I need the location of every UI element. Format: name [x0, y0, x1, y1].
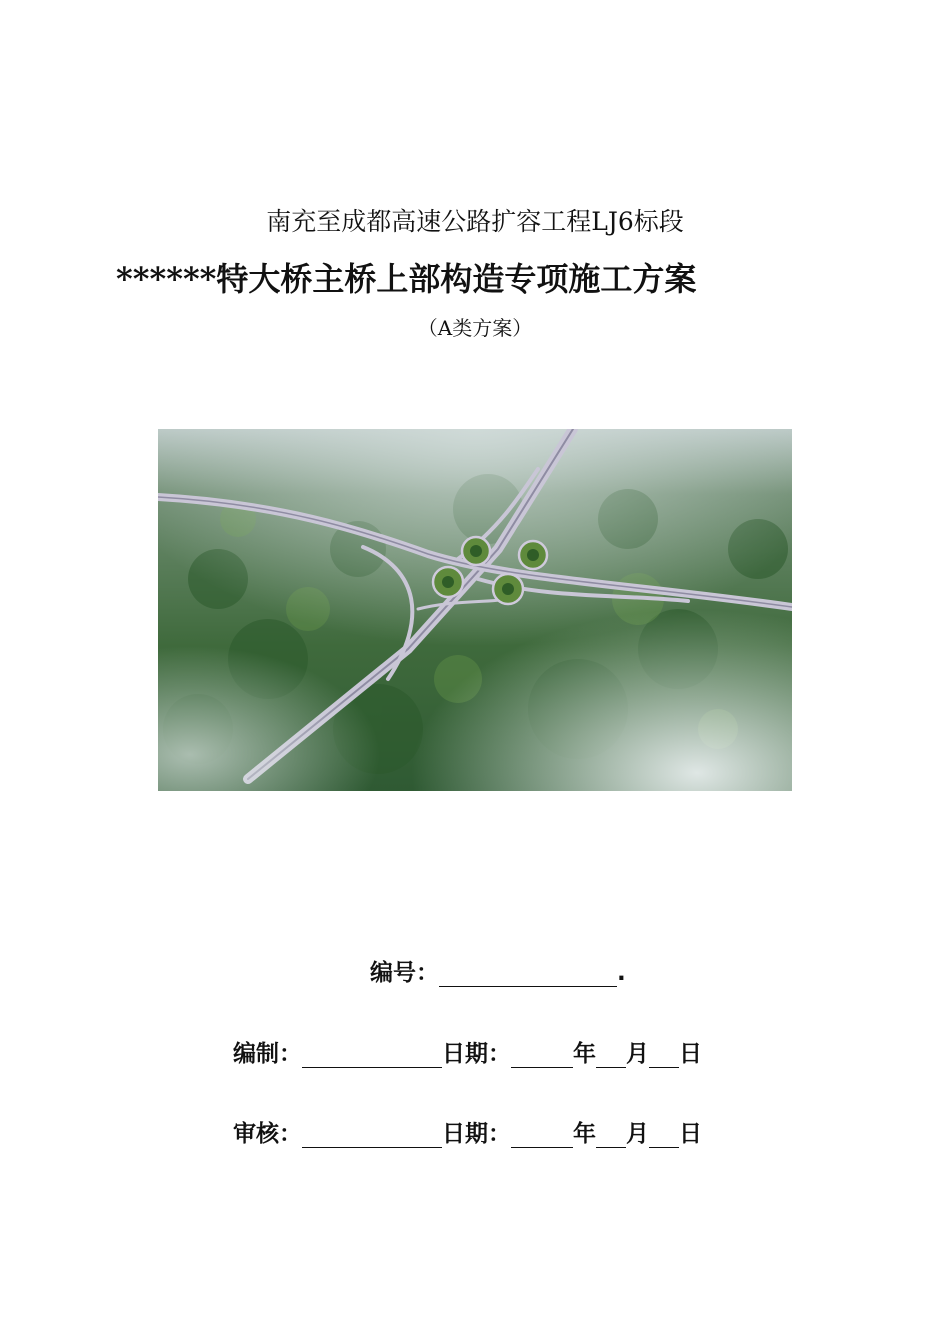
scheme-category: （A类方案） — [417, 316, 533, 340]
review-year-line[interactable] — [511, 1123, 573, 1148]
number-label: 编号： — [370, 960, 439, 986]
project-title: 南充至成都高速公路扩容工程LJ6标段 — [266, 207, 684, 236]
review-year-label: 年 — [573, 1121, 596, 1147]
review-day-line[interactable] — [649, 1123, 679, 1148]
number-input-line[interactable] — [439, 962, 617, 987]
number-suffix: . — [617, 960, 626, 986]
compile-input-line[interactable] — [302, 1043, 442, 1068]
review-day-label: 日 — [679, 1121, 702, 1147]
compile-row — [233, 1035, 702, 1068]
compile-month-line[interactable] — [596, 1043, 626, 1068]
compile-day-line[interactable] — [649, 1043, 679, 1068]
compile-label: 编制： — [233, 1041, 302, 1067]
compile-year-line[interactable] — [511, 1043, 573, 1068]
review-row — [233, 1115, 702, 1148]
compile-day-label: 日 — [679, 1041, 702, 1067]
document-number-row — [370, 954, 626, 987]
review-label: 审核： — [233, 1121, 302, 1147]
compile-year-label: 年 — [573, 1041, 596, 1067]
review-input-line[interactable] — [302, 1123, 442, 1148]
compile-month-label: 月 — [626, 1041, 649, 1067]
compile-date-label: 日期： — [442, 1041, 511, 1067]
review-date-label: 日期： — [442, 1121, 511, 1147]
review-month-line[interactable] — [596, 1123, 626, 1148]
review-month-label: 月 — [626, 1121, 649, 1147]
interchange-aerial-image — [158, 429, 792, 791]
scheme-title: ******特大桥主桥上部构造专项施工方案 — [116, 260, 697, 298]
